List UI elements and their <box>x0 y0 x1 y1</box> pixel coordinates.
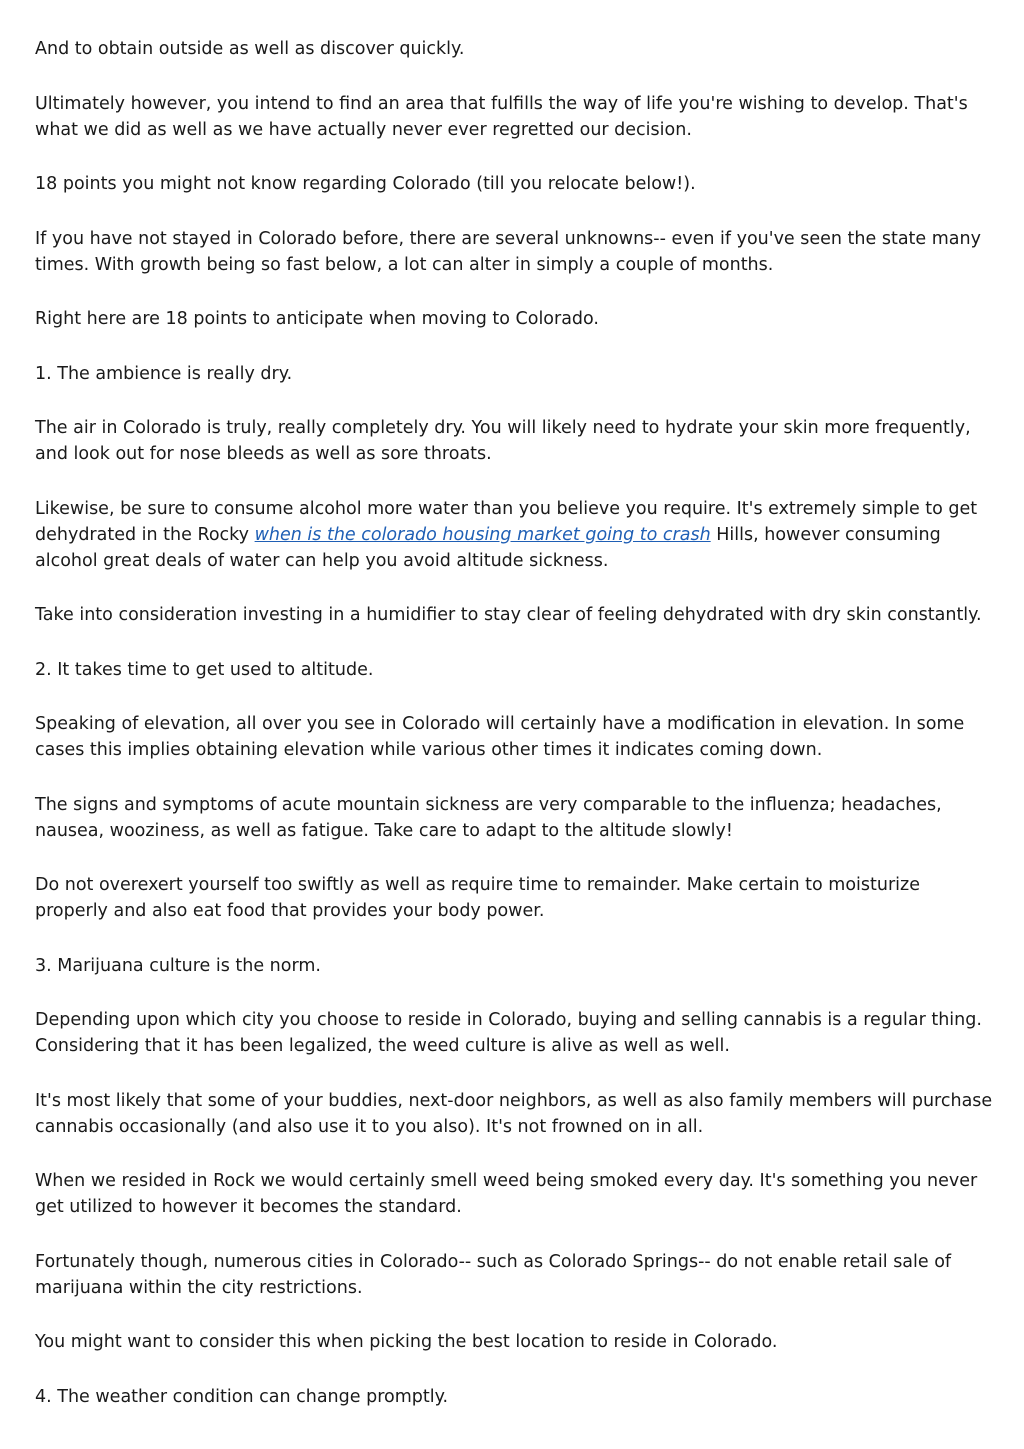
paragraph-with-link <box>35 496 995 574</box>
section-heading: 2. It takes time to get used to altitude. <box>35 659 374 680</box>
paragraph: And to obtain outside as well as discover quickly. <box>35 39 465 59</box>
paragraph: It's most likely that some of your buddies, next-door neighbors, as well as also family members will purchase cannabis occasionally (and also use it to you also). It's not frowned on in all. <box>35 1090 993 1137</box>
paragraph-text-after-link: Hills, however consuming alcohol great deals of water can help you avoid altitude sickness. <box>35 524 941 571</box>
section-heading: 3. Marijuana culture is the norm. <box>35 955 321 976</box>
paragraph: Ultimately however, you intend to find an area that fulfills the way of life you're wishing to develop. That's what we did as well as we have actually never ever regretted our decision. <box>35 93 968 140</box>
paragraph-text-before-link: Likewise, be sure to consume alcohol more water than you believe you require. It's extremely simple to get dehydrated in the Rocky <box>35 498 978 545</box>
section-heading: 4. The weather condition can change promptly. <box>35 1386 449 1407</box>
paragraph: The signs and symptoms of acute mountain sickness are very comparable to the influenza; headaches, nausea, wooziness, as well as fatigue. Take care to adapt to the altitude slowly! <box>35 794 942 841</box>
paragraph: Take into consideration investing in a humidifier to stay clear of feeling dehydrated with dry skin constantly. <box>35 605 982 625</box>
paragraph: You might want to consider this when picking the best location to reside in Colorado. <box>35 1332 778 1352</box>
paragraph: Depending upon which city you choose to reside in Colorado, buying and selling cannabis is a regular thing. Considering that it has been legalized, the weed culture is alive as well as well. <box>35 1010 982 1056</box>
paragraph: Do not overexert yourself too swiftly as well as require time to remainder. Make certain to moisturize properly and also eat food that provides your body power. <box>35 875 920 921</box>
section-heading: 1. The ambience is really dry. <box>35 363 293 384</box>
paragraph: Fortunately though, numerous cities in Colorado-- such as Colorado Springs-- do not enable retail sale of marijuana within the city restrictions. <box>35 1251 952 1298</box>
paragraph: If you have not stayed in Colorado before, there are several unknowns-- even if you've seen the state many times. With growth being so fast below, a lot can alter in simply a couple of months. <box>35 228 981 275</box>
paragraph: When we resided in Rock we would certainly smell weed being smoked every day. It's something you never get utilized to however it becomes the standard. <box>35 1171 978 1217</box>
document-body <box>35 36 995 1438</box>
paragraph: 18 points you might not know regarding Colorado (till you relocate below!). <box>35 174 696 194</box>
paragraph: Speaking of elevation, all over you see in Colorado will certainly have a modification in elevation. In some cases this implies obtaining elevation while various other times it indicates coming down. <box>35 714 965 760</box>
housing-market-link[interactable]: when is the colorado housing market going to crash <box>254 524 711 545</box>
paragraph: Right here are 18 points to anticipate when moving to Colorado. <box>35 309 599 329</box>
paragraph: The air in Colorado is truly, really completely dry. You will likely need to hydrate your skin more frequently, and look out for nose bleeds as well as sore throats. <box>35 418 971 464</box>
